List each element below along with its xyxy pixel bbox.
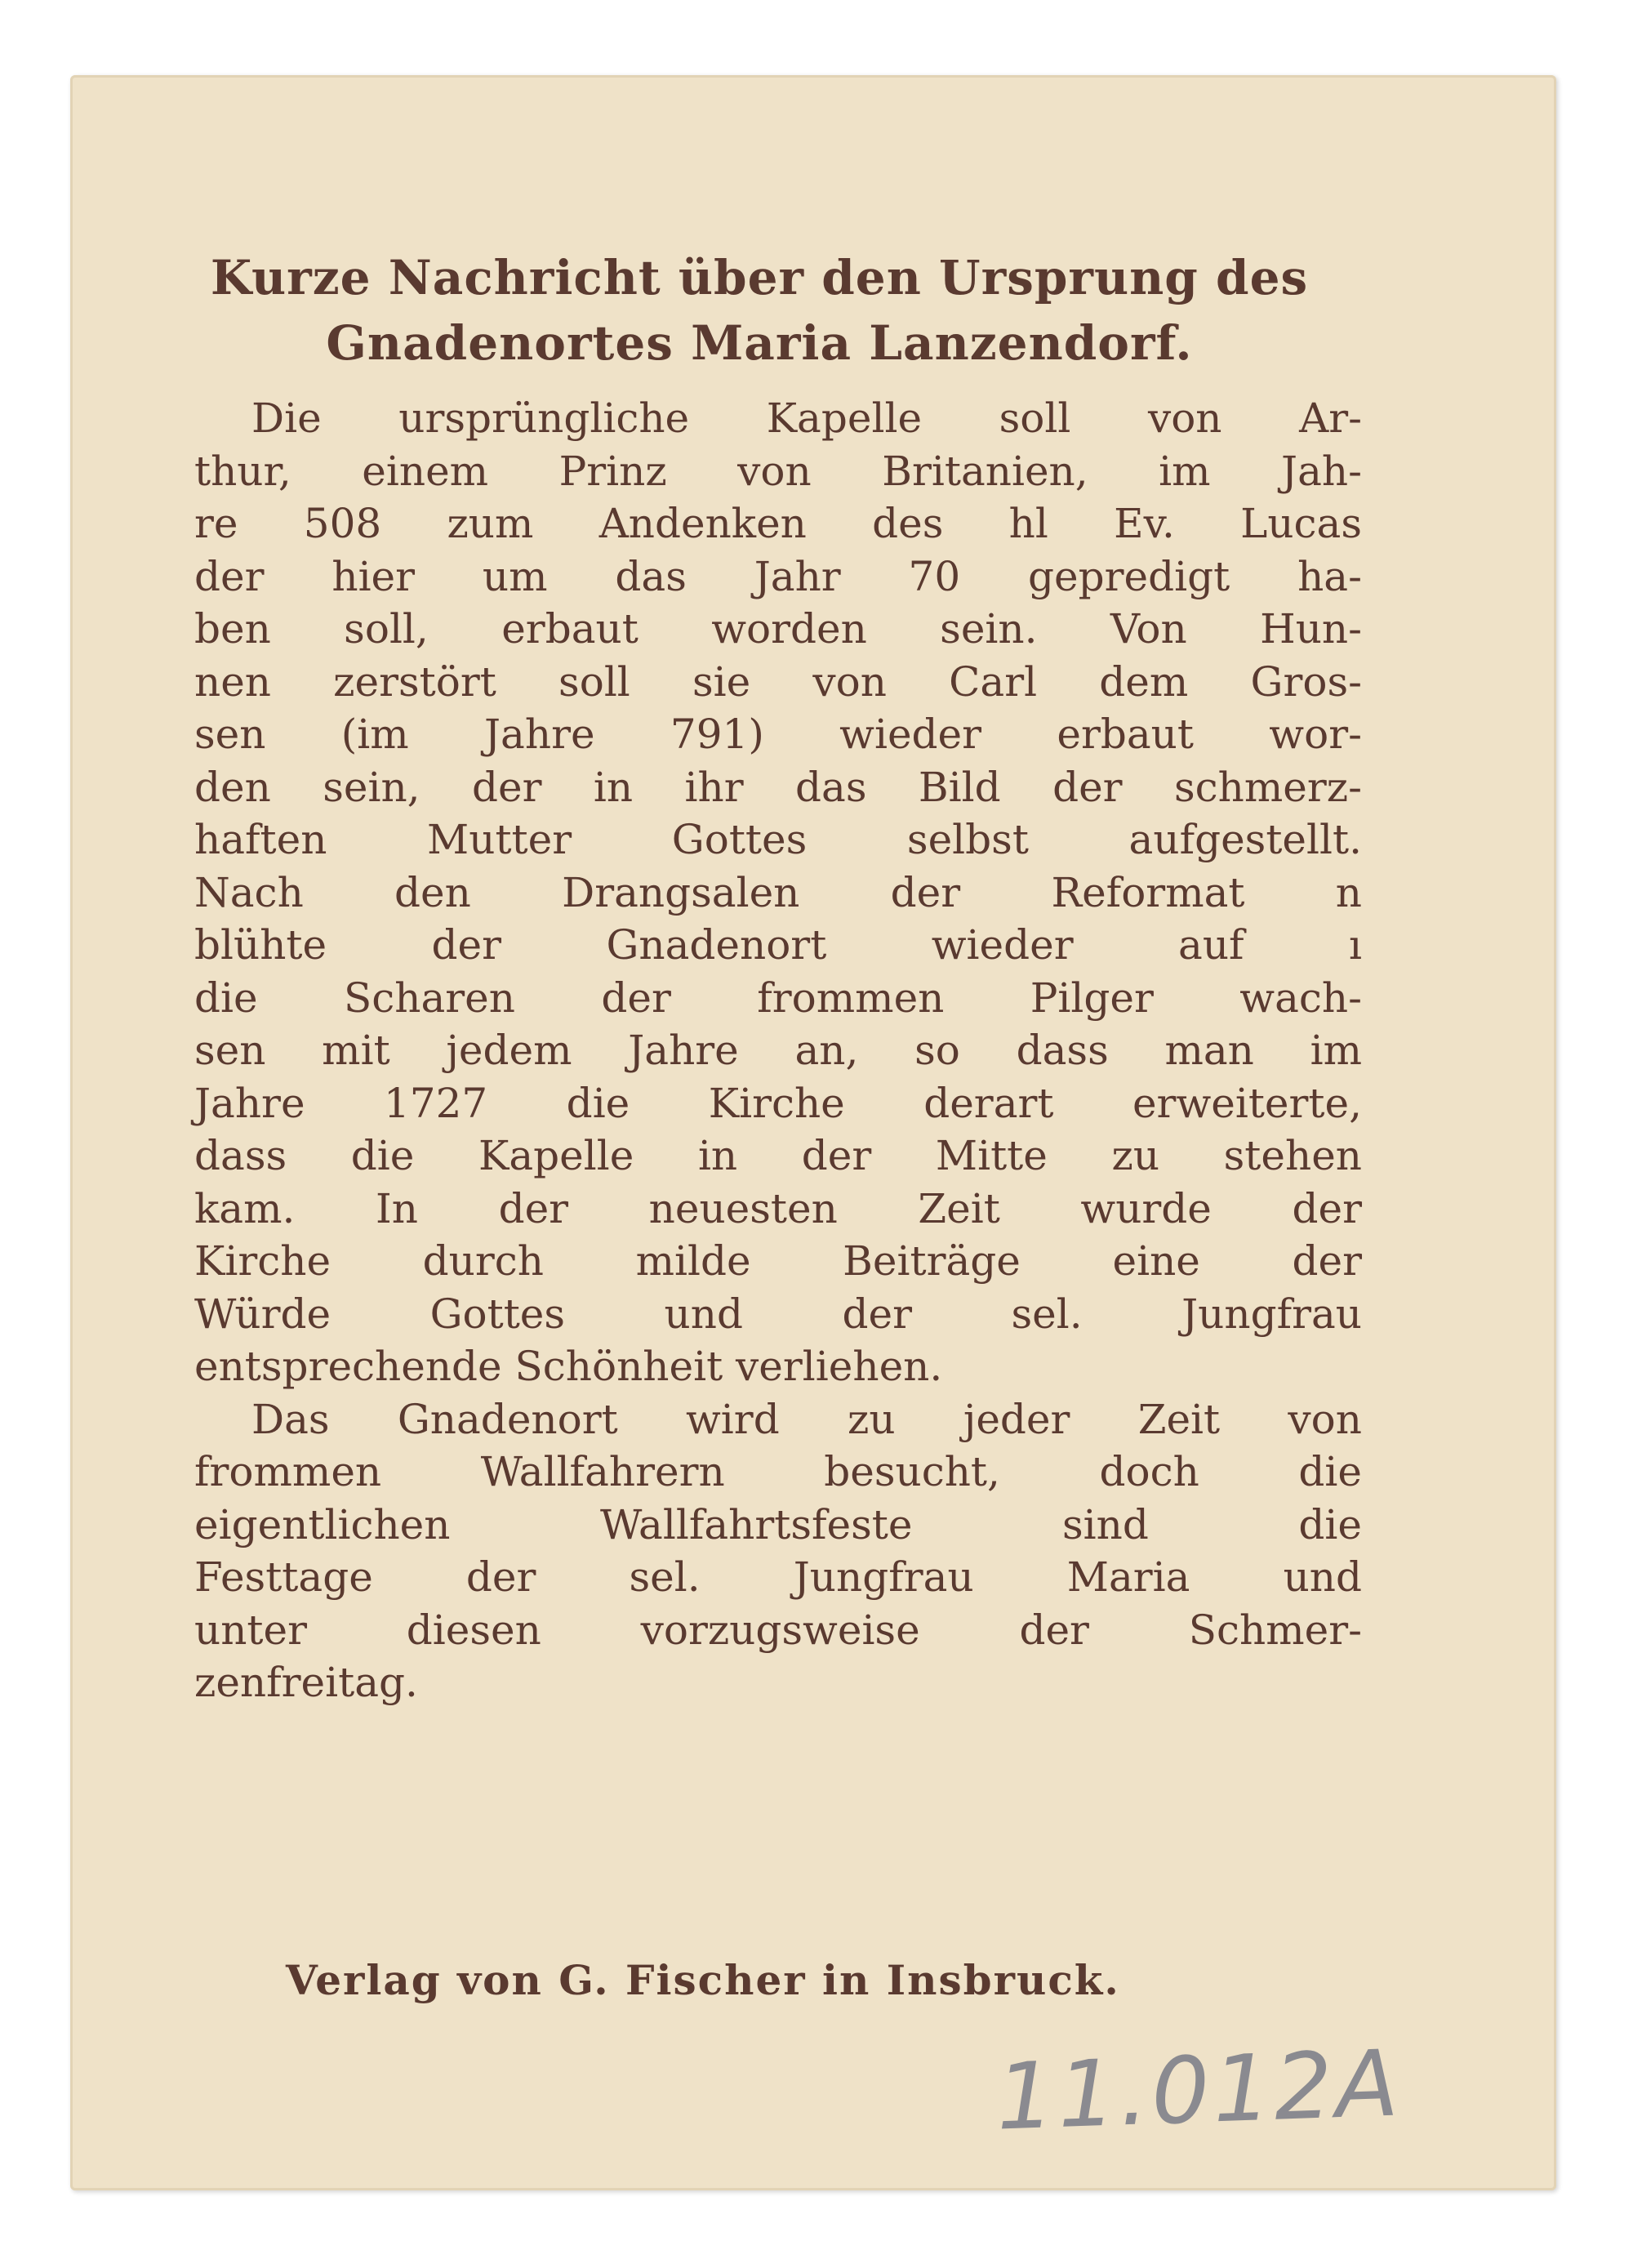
paragraph-2 xyxy=(194,1393,1362,1709)
text-line: Nach den Drangsalen der Reformat n xyxy=(194,868,1362,916)
inventory-number: 11.012A xyxy=(994,2030,1404,2151)
document-title xyxy=(147,245,1372,376)
text-line: re 508 zum Andenken des hl Ev. Lucas xyxy=(194,500,1362,547)
text-line: den sein, der in ihr das Bild der schmerz- xyxy=(194,763,1362,811)
text-line: blühte der Gnadenort wieder auf ı xyxy=(194,921,1362,969)
text-line: Das Gnadenort wird zu jeder Zeit von xyxy=(251,1395,1362,1443)
text-line: entsprechende Schönheit verliehen. xyxy=(194,1343,943,1390)
text-line: Jahre 1727 die Kirche derart erweiterte, xyxy=(194,1079,1362,1127)
text-line: Kirche durch milde Beiträge eine der xyxy=(194,1237,1362,1285)
text-line: Würde Gottes und der sel. Jungfrau xyxy=(194,1290,1362,1338)
text-line: ben soll, erbaut worden sein. Von Hun- xyxy=(194,605,1362,653)
text-line: eigentlichen Wallfahrtsfeste sind die xyxy=(194,1500,1362,1548)
text-line: kam. In der neuesten Zeit wurde der xyxy=(194,1184,1362,1232)
text-line: der hier um das Jahr 70 gepredigt ha- xyxy=(194,552,1362,600)
text-line: Festtage der sel. Jungfrau Maria und xyxy=(194,1553,1362,1601)
body-text xyxy=(194,392,1362,1709)
title-line-2: Gnadenortes Maria Lanzendorf. xyxy=(326,315,1193,371)
paragraph-1 xyxy=(194,392,1362,1393)
text-line: Die ursprüngliche Kapelle soll von Ar- xyxy=(251,394,1362,442)
text-line: unter diesen vorzugsweise der Schmer- xyxy=(194,1606,1362,1654)
text-line: dass die Kapelle in der Mitte zu stehen xyxy=(194,1132,1362,1179)
text-line: frommen Wallfahrern besucht, doch die xyxy=(194,1448,1362,1495)
text-line: die Scharen der frommen Pilger wach- xyxy=(194,974,1362,1022)
text-line: haften Mutter Gottes selbst aufgestellt. xyxy=(194,816,1362,863)
text-line: sen (im Jahre 791) wieder erbaut wor- xyxy=(194,711,1362,758)
text-line: nen zerstört soll sie von Carl dem Gros- xyxy=(194,657,1362,706)
title-line-1: Kurze Nachricht über den Ursprung des xyxy=(210,250,1309,305)
publisher-imprint: Verlag von G. Fischer in Insbruck. xyxy=(286,1956,1120,2004)
text-line: zenfreitag. xyxy=(194,1659,418,1706)
text-line: sen mit jedem Jahre an, so dass man im xyxy=(194,1027,1362,1074)
text-line: thur, einem Prinz von Britanien, im Jah- xyxy=(194,447,1362,495)
